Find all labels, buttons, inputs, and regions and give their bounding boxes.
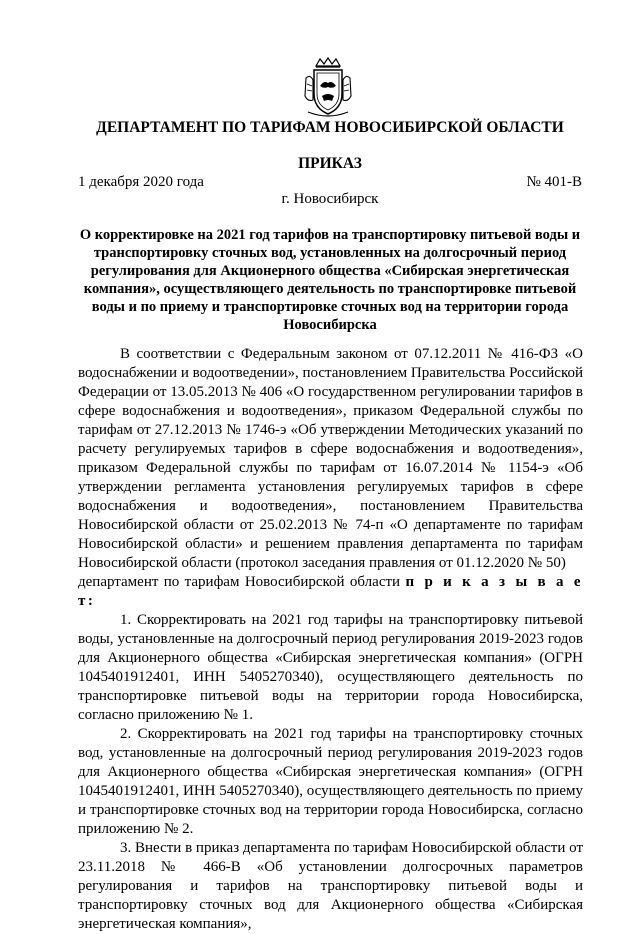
document-body — [78, 345, 583, 934]
coat-of-arms-emblem — [302, 56, 354, 120]
document-number: № 401-В — [526, 174, 582, 190]
orders-line-text: департамент по тарифам Новосибирской области — [78, 574, 401, 590]
item-2-paragraph: 2. Скорректировать на 2021 год тарифы на транспортировку сточных вод, установленные на долгосрочный период регулирования 2019-2023 годов для Акционерного общества «Сибирская энергетическая компания» (ОГРН 1045401912401, ИНН 5405270340), осуществляющего деятельность по приему и транспортировке сточных вод на территории города Новосибирска, согласно приложению № 2. — [78, 726, 583, 837]
document-city: г. Новосибирск — [281, 191, 379, 207]
orders-line — [78, 573, 583, 611]
document-date: 1 декабря 2020 года — [78, 174, 204, 190]
preamble-paragraph: В соответствии с Федеральным законом от 07.12.2011 № 416-ФЗ «О водоснабжении и водоотведении», постановлением Правительства Российской Федерации от 13.05.2013 № 406 «О государственном регулировании тарифов в сфере водоснабжения и водоотведения», приказом Федеральной службы по тарифам от 27.12.2013 № 1746-э «Об утверждении Методических указаний по расчету регулируемых тарифов в сфере водоснабжения и водоотведения», приказом Федеральной службы по тарифам от 16.07.2014 № 1154-э «Об утверждении регламента установления регулируемых тарифов в сфере водоснабжения и водоотведения», постановлением Правительства Новосибирской области от 25.02.2013 № 74-п «О департаменте по тарифам Новосибирской области» и решением правления департамента по тарифам Новосибирской области (протокол заседания правления от 01.12.2020 № 50) — [78, 346, 583, 571]
document-subject: О корректировке на 2021 год тарифов на транспортировку питьевой воды и транспортировку сточных вод, установленных на долгосрочный период регулирования для Акционерного общества «Сибирская энергетическая компания», осуществляющего деятельность по транспортировке питьевой воды и по приему и транспортировке сточных вод на территории города Новосибирска — [79, 227, 581, 333]
document-type: ПРИКАЗ — [298, 155, 362, 172]
item-1-paragraph: 1. Скорректировать на 2021 год тарифы на транспортировку питьевой воды, установленные на долгосрочный период регулирования 2019-2023 годов для Акционерного общества «Сибирская энергетическая компания» (ОГРН 1045401912401, ИНН 5405270340), осуществляющего деятельность по транспортировке питьевой воды на территории города Новосибирска, согласно приложению № 1. — [78, 612, 583, 723]
orders-word: п р и к а з ы в а е т: — [78, 574, 584, 609]
department-name: ДЕПАРТАМЕНТ ПО ТАРИФАМ НОВОСИБИРСКОЙ ОБЛАСТИ — [96, 119, 564, 136]
item-3-paragraph: 3. Внести в приказ департамента по тарифам Новосибирской области от 23.11.2018 № 466-В «Об установлении долгосрочных параметров регулирования и тарифов на транспортировку питьевой воды и транспортировку сточных вод для Акционерного общества «Сибирская энергетическая компания», — [78, 840, 583, 932]
